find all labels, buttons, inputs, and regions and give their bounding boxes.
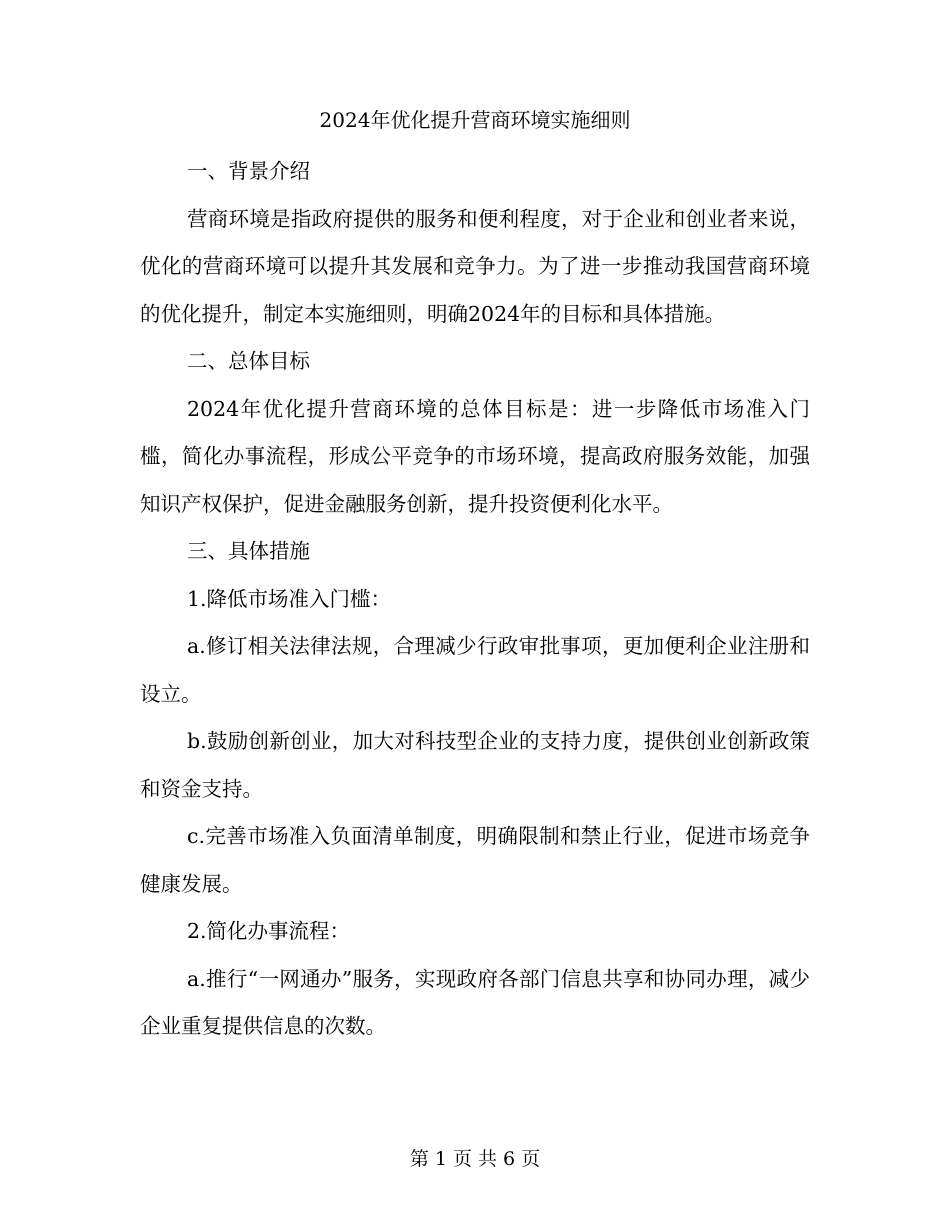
- paragraph-background: 营商环境是指政府提供的服务和便利程度，对于企业和创业者来说，优化的营商环境可以提升其发展和竞争力。为了进一步推动我国营商环境的优化提升，制定本实施细则，明确2024年的目标和具体措施。: [140, 206, 810, 326]
- document-title: 2024年优化提升营商环境实施细则: [319, 108, 631, 132]
- list-item-b: b.鼓励创新创业，加大对科技型企业的支持力度，提供创业创新政策和资金支持。: [140, 729, 810, 801]
- subheading-market-access: 1.降低市场准入门槛：: [187, 586, 392, 611]
- list-item-c: c.完善市场准入负面清单制度，明确限制和禁止行业，促进市场竞争健康发展。: [140, 824, 810, 896]
- section-heading-background: 一、背景介绍: [187, 159, 310, 183]
- page-footer: 第 1 页 共 6 页: [409, 1148, 541, 1170]
- section-heading-measures: 三、具体措施: [187, 539, 310, 563]
- list-item-a: a.修订相关法律法规，合理减少行政审批事项，更加便利企业注册和设立。: [140, 634, 810, 706]
- list-item-a-2: a.推行“一网通办”服务，实现政府各部门信息共享和协同办理，减少企业重复提供信息的次数。: [140, 966, 810, 1038]
- document-body: [140, 148, 810, 1051]
- subheading-simplify-process: 2.简化办事流程：: [187, 919, 351, 943]
- paragraph-overall-goal: 2024年优化提升营商环境的总体目标是：进一步降低市场准入门槛，简化办事流程，形成公平竞争的市场环境，提高政府服务效能，加强知识产权保护，促进金融服务创新，提升投资便利化水平。: [140, 396, 810, 516]
- section-heading-overall-goal: 二、总体目标: [187, 349, 310, 373]
